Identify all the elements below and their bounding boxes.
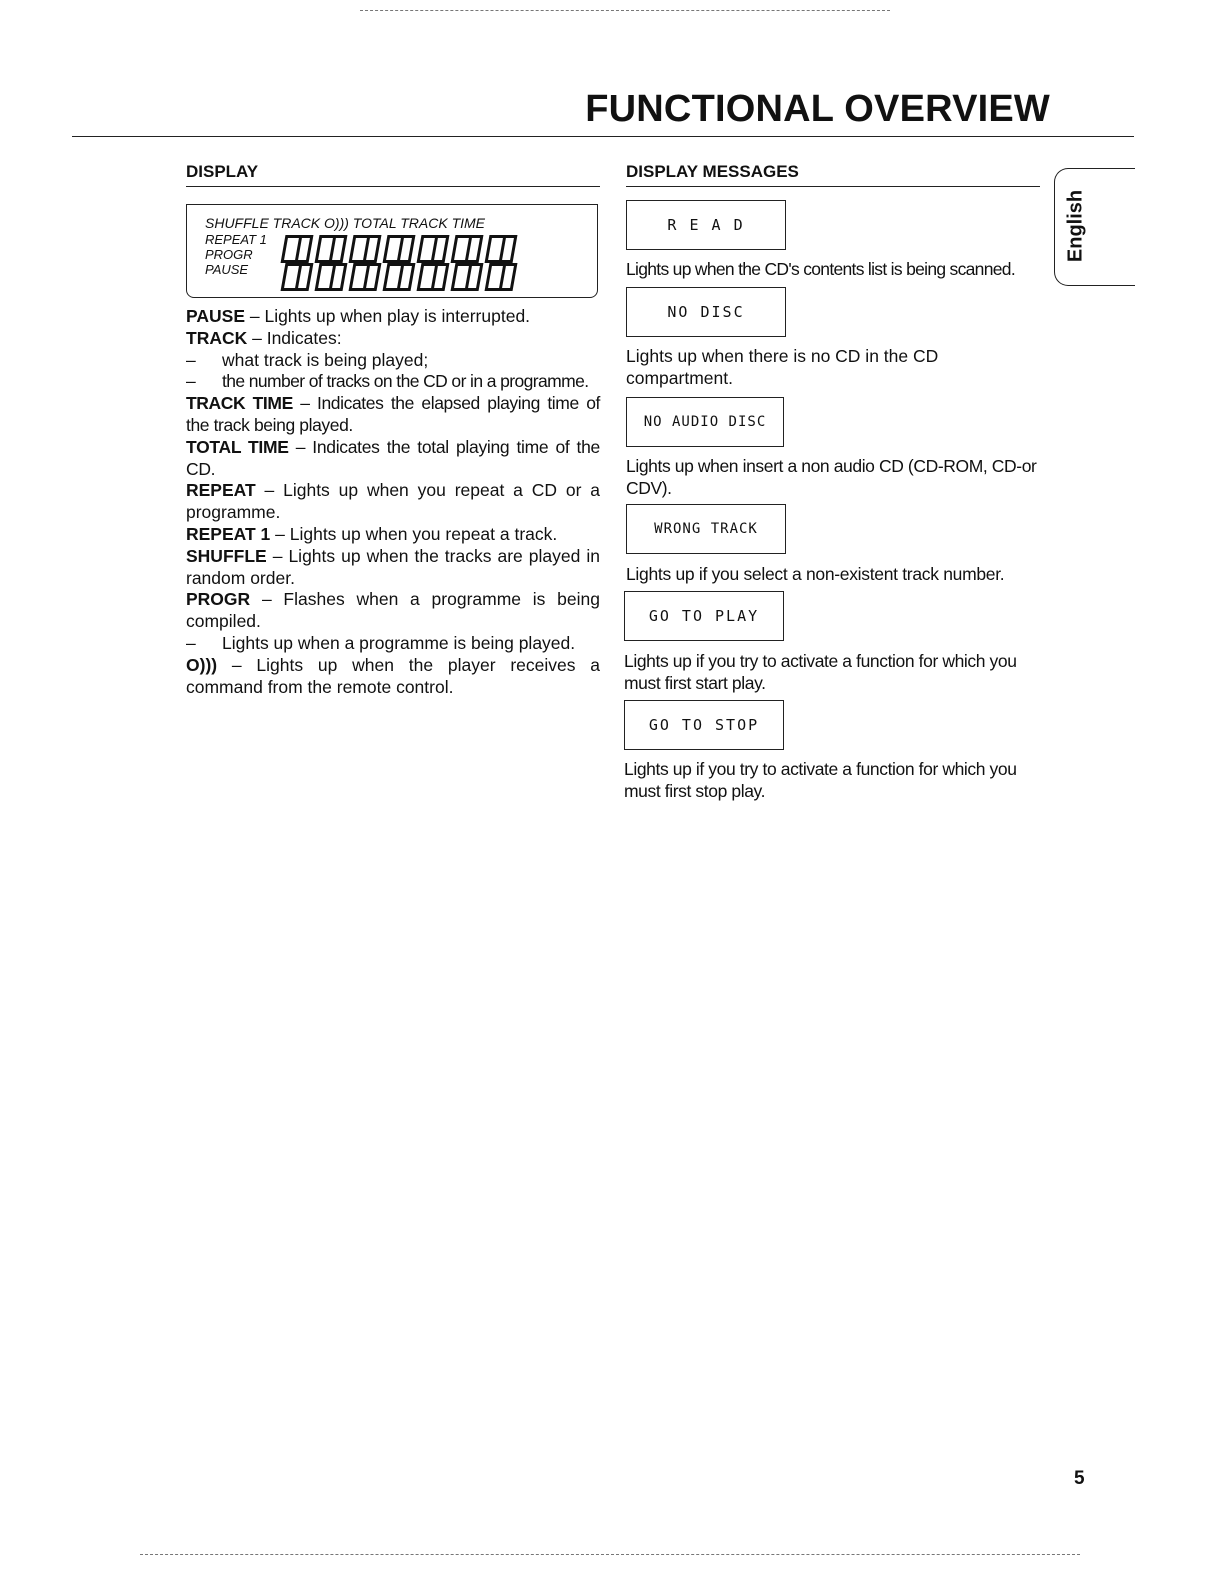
lcd-label-repeat1: REPEAT 1 (205, 232, 267, 247)
desc-text: what track is being played; (222, 349, 429, 370)
desc-repeat1 (186, 524, 600, 546)
desc-text: – Indicates: (247, 327, 342, 348)
desc-text: – Flashes when a programme is being compiled. (186, 589, 600, 632)
desc-progr-sub (186, 633, 600, 655)
message-display-read: R E A D (626, 200, 786, 250)
scan-artifact-top (360, 10, 890, 11)
message-display-go-to-stop: GO TO STOP (624, 700, 784, 750)
term: TRACK TIME (186, 393, 293, 414)
segment-digit (349, 235, 382, 263)
language-tab-label: English (1064, 189, 1087, 263)
desc-track-time (186, 393, 600, 437)
segment-digit (281, 263, 314, 291)
desc-track-sub2 (186, 371, 600, 393)
lcd-label-pause: PAUSE (205, 262, 249, 277)
segment-digit (281, 235, 314, 263)
desc-remote (186, 655, 600, 699)
display-descriptions (186, 306, 600, 698)
desc-repeat (186, 480, 600, 524)
segment-digit (485, 235, 518, 263)
segment-digit (349, 263, 382, 291)
scan-artifact-bottom (140, 1554, 1080, 1555)
term: TOTAL TIME (186, 436, 289, 457)
lcd-label-progr: PROGR (205, 247, 253, 262)
term: PAUSE (186, 306, 245, 326)
lcd-side-labels (205, 232, 267, 277)
desc-text: the number of tracks on the CD or in a programme. (222, 371, 589, 392)
term: O))) (186, 654, 218, 675)
term: PROGR (186, 589, 251, 610)
segment-digit (315, 235, 348, 263)
desc-text: – Lights up when the tracks are played in random order. (186, 545, 600, 588)
segment-digit (451, 235, 484, 263)
desc-text: – Indicates the elapsed playing time of the track being played. (186, 393, 600, 435)
desc-progr (186, 589, 600, 633)
desc-text: – Lights up when the player receives a command from the remote control. (186, 654, 600, 697)
lcd-segment-row-bottom (283, 263, 521, 296)
message-text-no-audio-disc: Lights up when insert a non audio CD (CD-ROM, CD-or CDV). (626, 456, 1037, 498)
message-text-read: Lights up when the CD's contents list is being scanned. (626, 259, 1015, 279)
page-title: FUNCTIONAL OVERVIEW (585, 88, 1050, 130)
segment-digit (315, 263, 348, 291)
lcd-top-labels: SHUFFLE TRACK O))) TOTAL TRACK TIME (205, 215, 486, 231)
title-rule (72, 136, 1134, 137)
page-number: 5 (1074, 1468, 1085, 1489)
messages-heading: DISPLAY MESSAGES (626, 162, 799, 181)
message-display-no-disc: NO DISC (626, 287, 786, 337)
segment-digit (383, 235, 416, 263)
messages-heading-rule (626, 186, 1040, 187)
message-display-no-audio-disc: NO AUDIO DISC (626, 397, 784, 447)
dash: – (186, 349, 196, 370)
desc-text: – Lights up when you repeat a track. (270, 523, 558, 544)
segment-digit (485, 263, 518, 291)
segment-digit (417, 235, 450, 263)
desc-text: – Lights up when you repeat a CD or a programme. (186, 480, 600, 523)
desc-total-time (186, 437, 600, 481)
desc-text: – Lights up when play is interrupted. (245, 306, 531, 326)
term: TRACK (186, 327, 248, 348)
message-text-go-to-play: Lights up if you try to activate a function for which you must first start play. (624, 651, 1017, 693)
desc-text: Lights up when a programme is being played. (222, 632, 576, 653)
dash: – (186, 371, 196, 392)
message-text-wrong-track: Lights up if you select a non-existent track number. (626, 564, 1005, 584)
message-text-no-disc: Lights up when there is no CD in the CD compartment. (626, 346, 939, 388)
display-heading-rule (186, 186, 600, 187)
message-text-go-to-stop: Lights up if you try to activate a function for which you must first stop play. (624, 759, 1017, 801)
segment-digit (383, 263, 416, 291)
desc-text: – Indicates the total playing time of the CD. (186, 436, 600, 479)
term: REPEAT 1 (186, 523, 271, 544)
term: REPEAT (186, 480, 256, 501)
desc-track-sub1 (186, 350, 600, 372)
segment-digit (417, 263, 450, 291)
segment-digit (451, 263, 484, 291)
message-display-go-to-play: GO TO PLAY (624, 591, 784, 641)
desc-pause (186, 306, 600, 328)
desc-track (186, 328, 600, 350)
lcd-display-illustration (186, 204, 598, 298)
desc-shuffle (186, 546, 600, 590)
language-tab (1054, 168, 1134, 284)
display-heading: DISPLAY (186, 162, 259, 181)
message-display-wrong-track: WRONG TRACK (626, 504, 786, 554)
term: SHUFFLE (186, 545, 267, 566)
dash: – (186, 632, 196, 653)
